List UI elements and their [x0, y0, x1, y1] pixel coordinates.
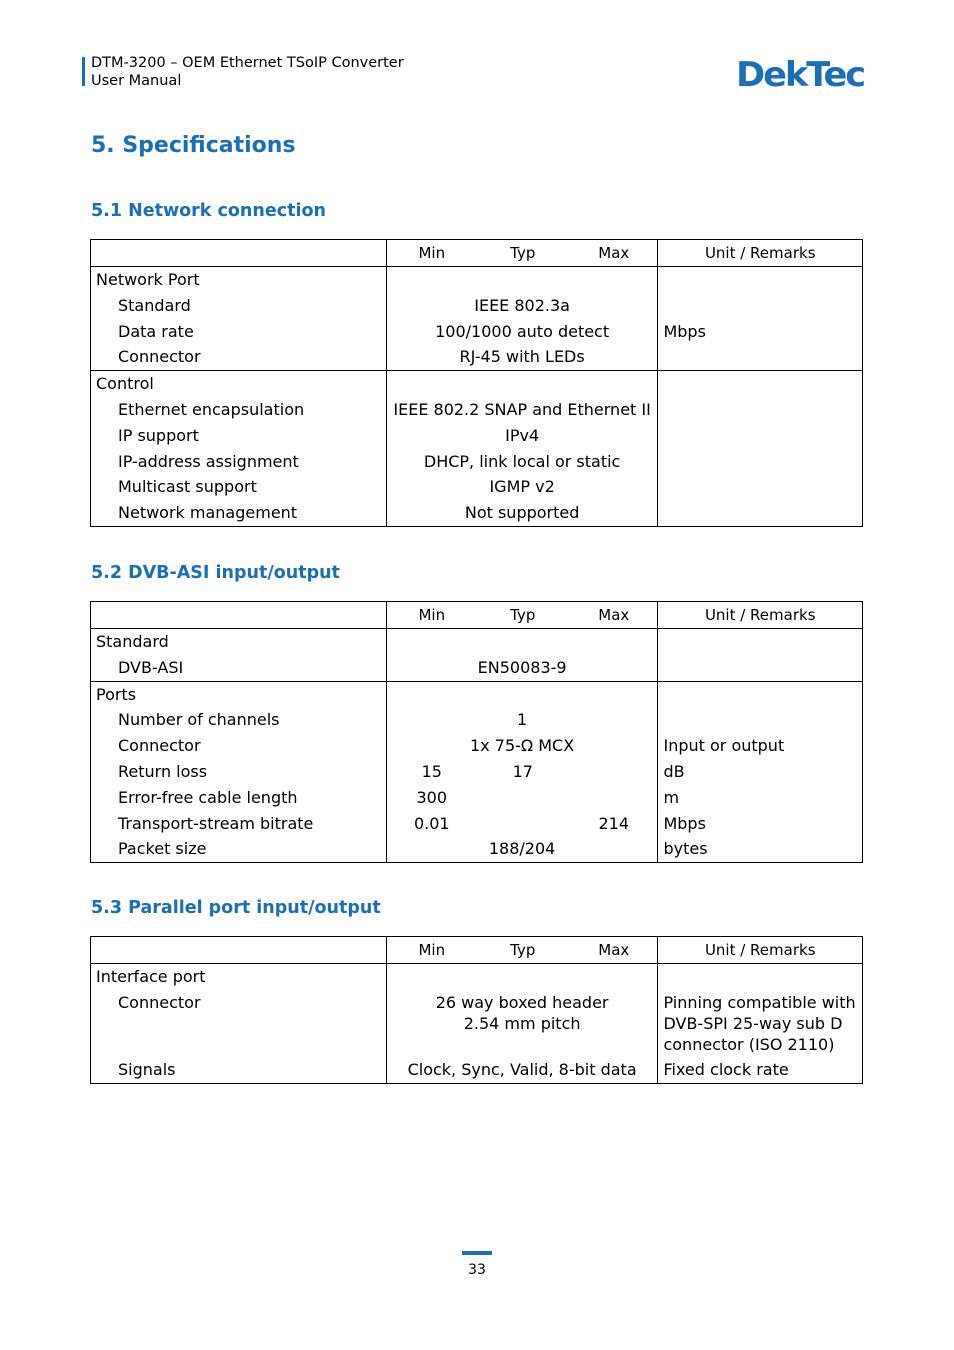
- row-value: EN50083-9: [477, 657, 567, 677]
- row-label: Signals: [118, 1059, 176, 1079]
- header-typ: Typ: [510, 244, 536, 262]
- row-remark: Input or output: [663, 736, 785, 756]
- dvbasi-spec-table: [90, 601, 863, 863]
- group-title: Control: [96, 374, 154, 394]
- header-unit: Unit / Remarks: [658, 602, 863, 629]
- row-min: 300: [416, 787, 448, 807]
- row-value: IEEE 802.3a: [474, 295, 570, 315]
- group-title: Network Port: [96, 270, 200, 289]
- group-title: Interface port: [96, 967, 206, 986]
- row-label: Transport-stream bitrate: [118, 813, 314, 833]
- connector-remark: [658, 990, 862, 1057]
- row-label: Ethernet encapsulation: [118, 399, 305, 419]
- row-value: RJ-45 with LEDs: [459, 347, 585, 367]
- remark-line: connector (ISO 2110): [663, 1034, 835, 1054]
- row-remark: Fixed clock rate: [663, 1059, 789, 1079]
- parallel-spec-table: [90, 936, 863, 1084]
- header-unit: Unit / Remarks: [658, 240, 863, 267]
- row-label: Network management: [118, 503, 298, 523]
- row-label: Packet size: [118, 839, 207, 859]
- header-max: Max: [598, 606, 630, 624]
- row-value: Clock, Sync, Valid, 8-bit data: [407, 1059, 637, 1079]
- row-label: Error-free cable length: [118, 787, 298, 807]
- dektec-logo: [736, 55, 864, 91]
- page-number: 33: [468, 1262, 486, 1278]
- table-header-row: [91, 240, 863, 267]
- row-remark: Mbps: [663, 321, 706, 341]
- row-remark: [658, 344, 862, 370]
- document-subtitle: User Manual: [91, 73, 182, 89]
- row-remark: m: [663, 787, 680, 807]
- row-max: 214: [598, 813, 630, 833]
- table-row-interface-port: [91, 964, 863, 1084]
- network-spec-table: [90, 239, 863, 527]
- row-label: Return loss: [118, 761, 208, 781]
- row-typ: 17: [512, 761, 533, 781]
- row-remark: [658, 293, 862, 319]
- connector-value: [387, 990, 658, 1057]
- row-value: IEEE 802.2 SNAP and Ethernet II: [393, 399, 651, 419]
- row-value: DHCP, link local or static: [423, 451, 621, 471]
- header-min: Min: [418, 606, 446, 624]
- row-label: Connector: [118, 347, 201, 367]
- row-value: 100/1000 auto detect: [435, 321, 610, 341]
- section-title: 5. Specifications: [91, 133, 296, 158]
- row-remark: Mbps: [663, 813, 706, 833]
- subsection-title-dvbasi: 5.2 DVB-ASI input/output: [91, 563, 340, 583]
- header-accent-bar: [82, 57, 85, 86]
- footer-accent-bar: [462, 1251, 492, 1255]
- row-value: 1x 75-Ω MCX: [470, 736, 575, 756]
- table-row-standard: [91, 629, 863, 682]
- row-remark: bytes: [663, 839, 708, 859]
- table-row-ports: [91, 681, 863, 863]
- table-header-row: [91, 937, 863, 964]
- header-max: Max: [598, 244, 630, 262]
- header-min: Min: [418, 244, 446, 262]
- row-label: Data rate: [118, 321, 194, 341]
- row-label: Connector: [118, 992, 201, 1012]
- group-title: Ports: [96, 684, 137, 704]
- header-max: Max: [598, 941, 630, 959]
- row-value: IPv4: [505, 425, 540, 445]
- header-typ: Typ: [510, 941, 536, 959]
- row-label: IP support: [118, 425, 199, 445]
- row-label: IP-address assignment: [118, 451, 299, 471]
- row-label: Standard: [118, 295, 191, 315]
- row-remark: dB: [663, 761, 685, 781]
- subsection-title-parallel: 5.3 Parallel port input/output: [91, 898, 381, 918]
- row-label: Connector: [118, 736, 201, 756]
- row-value: IGMP v2: [489, 477, 555, 497]
- logo-text: DekTec: [736, 55, 864, 91]
- subsection-title-network: 5.1 Network connection: [91, 201, 326, 221]
- remark-line: Pinning compatible with: [663, 992, 856, 1012]
- row-value: 188/204: [488, 839, 556, 859]
- header-typ: Typ: [510, 606, 536, 624]
- table-row-control: [91, 371, 863, 527]
- row-value: 1: [517, 710, 528, 730]
- header-unit: Unit / Remarks: [658, 937, 863, 964]
- table-row-network-port: [91, 267, 863, 371]
- row-label: Multicast support: [118, 477, 257, 497]
- row-min: 0.01: [413, 813, 450, 833]
- document-header: [91, 54, 404, 90]
- value-line: 2.54 mm pitch: [463, 1013, 581, 1033]
- row-label: Number of channels: [118, 710, 280, 730]
- header-min: Min: [418, 941, 446, 959]
- row-label: DVB-ASI: [118, 657, 184, 677]
- table-header-row: [91, 602, 863, 629]
- group-title: Standard: [96, 632, 169, 651]
- remark-line: DVB-SPI 25-way sub D: [663, 1013, 843, 1033]
- row-min: 15: [421, 761, 442, 781]
- document-title: DTM-3200 – OEM Ethernet TSoIP Converter: [91, 55, 404, 71]
- value-line: 26 way boxed header: [435, 992, 609, 1012]
- row-value: Not supported: [464, 503, 580, 523]
